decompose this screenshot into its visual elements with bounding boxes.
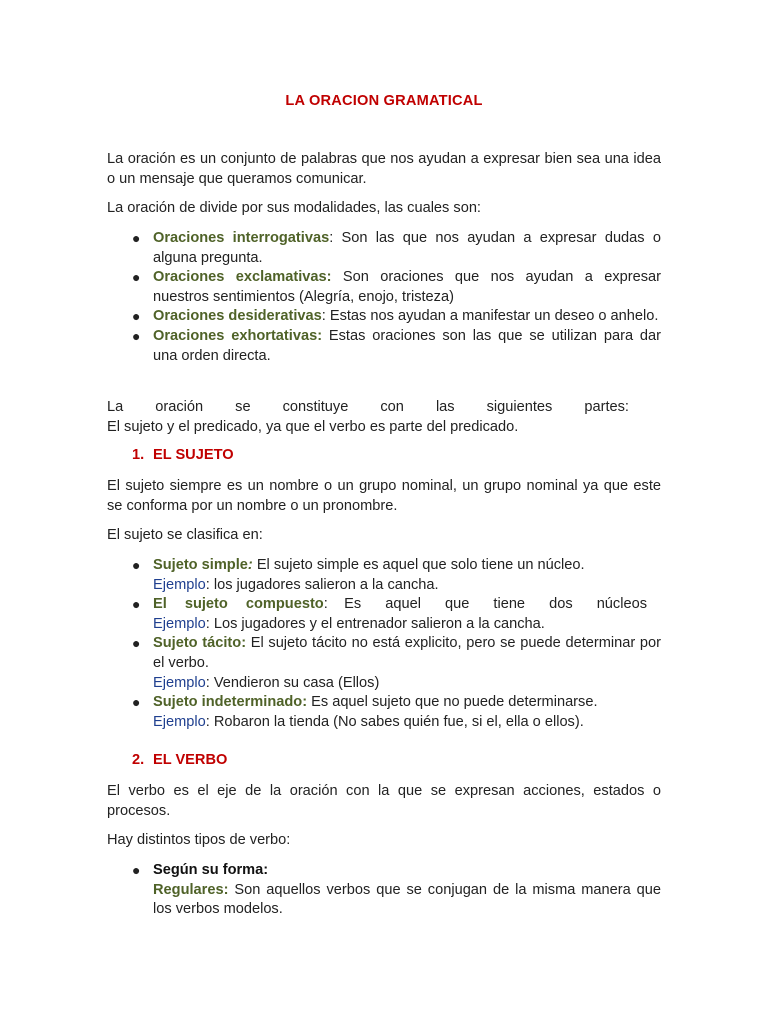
bullet-icon: ●	[132, 327, 141, 344]
term-description: Estas nos ayudan a manifestar un deseo o anhelo.	[325, 308, 659, 325]
verbo-tipos	[107, 831, 661, 851]
term-description: Son las que nos ayudan a expresar dudas o alguna pregunta.	[153, 230, 661, 266]
term-label: Regulares:	[153, 881, 229, 898]
forma-label: Según su forma:	[153, 862, 269, 878]
verbo-tipos-text: Hay distintos tipos de verbo:	[107, 832, 291, 848]
term-label: Oraciones interrogativas	[153, 230, 330, 246]
verbo-definition: El verbo es el eje de la oración con la que se expresan acciones, estados o procesos.	[107, 783, 661, 819]
partes-paragraph	[107, 398, 661, 437]
sujeto-clasifica	[107, 526, 661, 546]
term-description: Es aquel sujeto que no puede determinarse.	[307, 694, 598, 711]
bullet-icon: ●	[132, 308, 141, 325]
list-item: ● El sujeto compuesto: Es aquel que tiene dos núcleos Ejemplo: Los jugadores y el entrenador salieron a la cancha.	[132, 596, 647, 632]
term-label: Sujeto tácito:	[153, 635, 247, 652]
term-description: Son oraciones que nos ayudan a expresar nuestros sentimientos (Alegría, enojo, tristeza)	[153, 269, 662, 305]
bullet-icon: ●	[132, 862, 141, 878]
term-label: Oraciones exhortativas:	[153, 327, 323, 344]
term-label: El sujeto compuesto	[153, 596, 324, 613]
bullet-icon: ●	[132, 635, 141, 652]
sujeto-paragraph	[107, 477, 661, 516]
term-label: Oraciones exclamativas:	[153, 269, 332, 286]
bullet-icon: ●	[132, 694, 141, 711]
example-label: Ejemplo	[153, 576, 206, 593]
term-label: Oraciones desiderativas	[153, 308, 322, 325]
partes-line-1: La oración se constituye con las siguientes partes:	[107, 399, 629, 415]
document-title: LA ORACION GRAMATICAL	[285, 93, 483, 109]
term-label: Sujeto simple	[153, 557, 248, 573]
example-label: Ejemplo	[153, 615, 206, 632]
bullet-icon: ●	[132, 557, 141, 573]
list-item: ● Oraciones desiderativas: Estas nos ayudan a manifestar un deseo o anhelo.	[107, 307, 661, 327]
term-description: El sujeto simple es aquel que solo tiene un núcleo.	[252, 557, 585, 573]
term-description: Estas oraciones son las que se utilizan para dar una orden directa.	[153, 327, 661, 364]
list-item: ● Oraciones interrogativas: Son las que nos ayudan a expresar dudas o alguna pregunta.	[132, 230, 661, 266]
term-label: Sujeto indeterminado:	[153, 694, 308, 711]
bullet-icon: ●	[132, 269, 141, 286]
intro-text: La oración es un conjunto de palabras que nos ayudan a expresar bien sea una idea o un mensaje que queramos comunicar.	[107, 151, 661, 187]
sujeto-definition: El sujeto siempre es un nombre o un grupo nominal, un grupo nominal ya que este se conforma por un nombre o un pronombre.	[107, 478, 661, 514]
list-item	[107, 268, 661, 307]
sujeto-clasifica-text: El sujeto se clasifica en:	[107, 527, 263, 543]
list-item	[107, 327, 661, 366]
bullet-icon: ●	[132, 230, 141, 246]
term-description: Son aquellos verbos que se conjugan de la misma manera que los verbos modelos.	[153, 881, 661, 918]
modalidades-intro-text: La oración de divide por sus modalidades, las cuales son:	[107, 200, 481, 216]
verbo-paragraph	[107, 782, 661, 821]
example-text: : Vendieron su casa (Ellos)	[205, 674, 380, 691]
list-item	[107, 861, 661, 920]
example-label: Ejemplo	[153, 713, 206, 730]
term-description: El sujeto tácito no está explicito, pero se puede determinar por el verbo.	[153, 635, 661, 671]
modalidades-intro	[107, 199, 661, 219]
list-item	[107, 634, 661, 693]
list-item: ● Sujeto simple: El sujeto simple es aquel que solo tiene un núcleo. Ejemplo: los jugadores salieron a la cancha.	[132, 557, 585, 593]
example-text: : Los jugadores y el entrenador salieron a la cancha.	[205, 615, 545, 632]
partes-line-2: El sujeto y el predicado, ya que el verbo es parte del predicado.	[107, 418, 519, 435]
example-label: Ejemplo	[153, 674, 206, 691]
modalidades-list	[107, 229, 661, 366]
intro-paragraph	[107, 150, 661, 189]
section-heading-verbo: 2. EL VERBO	[132, 752, 228, 768]
example-text: : los jugadores salieron a la cancha.	[205, 576, 439, 593]
sujeto-list	[107, 556, 661, 732]
bullet-icon: ●	[132, 596, 141, 613]
term-description: Es aquel que tiene dos núcleos	[344, 596, 647, 613]
list-item	[107, 693, 661, 732]
section-heading-sujeto: 1. EL SUJETO	[132, 447, 234, 463]
verbo-list	[107, 861, 661, 920]
example-text: : Robaron la tienda (No sabes quién fue, si el, ella o ellos).	[205, 713, 584, 730]
